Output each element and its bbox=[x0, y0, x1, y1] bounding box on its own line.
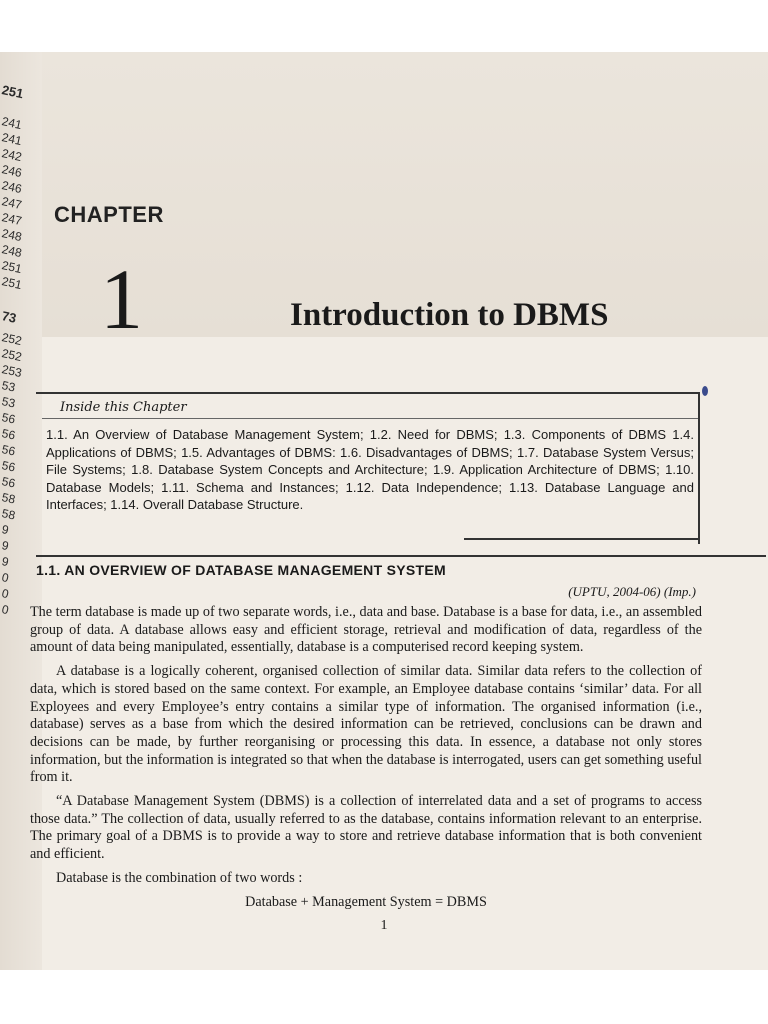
spine-number: 252 bbox=[0, 346, 24, 365]
divider bbox=[464, 538, 698, 540]
spine-number: 0 bbox=[0, 602, 10, 618]
divider bbox=[36, 555, 766, 557]
spine-number: 247 bbox=[0, 194, 24, 213]
inside-chapter-heading: Inside this Chapter bbox=[60, 400, 187, 415]
body-paragraph: A database is a logically coherent, organised collection of similar data. Similar data refers to the collection of data, which is stored based on the same context. For example, an Employee database contains ‘similar’ data. For all Exployees and every Employee’s entry contains a similar type of information. The organised information (i.e., database) serves as a base from which the desired information can be retrieved, conclusions can be drawn and decisions can be made, by further reorganising or processing this data. In essence, a database not only stores information, but the information is integrated so that when the database is interrogated, users can get something useful from it. bbox=[30, 663, 702, 786]
spine-number: 56 bbox=[0, 426, 17, 443]
section-body bbox=[30, 604, 702, 911]
chapter-number: 1 bbox=[100, 251, 143, 347]
spine-number: 242 bbox=[0, 146, 24, 165]
spine-number: 56 bbox=[0, 442, 17, 459]
spine-number: 246 bbox=[0, 178, 24, 197]
spine-number: 58 bbox=[0, 506, 17, 523]
spine-number: 253 bbox=[0, 362, 24, 381]
ink-mark bbox=[702, 386, 708, 396]
spine-number: 241 bbox=[0, 130, 24, 149]
spine-number: 248 bbox=[0, 226, 24, 245]
body-paragraph: The term database is made up of two separate words, i.e., data and base. Database is a base for data, i.e., an assembled group of data. A database allows easy and efficient storage, retrieval and modification of data, regardless of the amount of data being manipulated, essentially, database is a computerised record keeping system. bbox=[30, 604, 702, 656]
spine-number: 73 bbox=[0, 308, 18, 326]
body-paragraph: Database is the combination of two words : bbox=[56, 869, 303, 886]
spine-number: 9 bbox=[0, 554, 10, 570]
spine-number: 252 bbox=[0, 330, 24, 349]
spine-number: 241 bbox=[0, 114, 24, 133]
spine-number: 56 bbox=[0, 474, 17, 491]
spine-number: 0 bbox=[0, 586, 10, 602]
spine-number: 58 bbox=[0, 490, 17, 507]
spine-number: 56 bbox=[0, 458, 17, 475]
formula: Database + Management System = DBMS bbox=[245, 893, 487, 910]
section-heading: 1.1. AN OVERVIEW OF DATABASE MANAGEMENT SYSTEM bbox=[36, 562, 446, 578]
chapter-label: CHAPTER bbox=[54, 202, 164, 227]
spine-number: 246 bbox=[0, 162, 24, 181]
spine-number: 53 bbox=[0, 378, 17, 395]
spine-number: 56 bbox=[0, 410, 17, 427]
spine-number: 251 bbox=[0, 258, 24, 277]
spine-number: 251 bbox=[0, 82, 25, 102]
chapter-banner bbox=[42, 52, 768, 337]
spine-number: 53 bbox=[0, 394, 17, 411]
exam-reference: (UPTU, 2004-06) (Imp.) bbox=[568, 584, 696, 599]
divider bbox=[42, 418, 698, 419]
spine-number: 0 bbox=[0, 570, 10, 586]
spine-number: 247 bbox=[0, 210, 24, 229]
spine-number: 251 bbox=[0, 274, 24, 293]
chapter-title: Introduction to DBMS bbox=[290, 297, 609, 333]
page-number: 1 bbox=[380, 918, 388, 933]
spine-number: 9 bbox=[0, 522, 10, 538]
spine-number: 248 bbox=[0, 242, 24, 261]
body-paragraph: “A Database Management System (DBMS) is a collection of interrelated data and a set of programs to access those data.” The collection of data, usually referred to as the database, contains information relevant to an enterprise. The primary goal of a DBMS is to provide a way to store and retrieve database information that is both convenient and efficient. bbox=[30, 793, 702, 863]
inside-chapter-contents: 1.1. An Overview of Database Management System; 1.2. Need for DBMS; 1.3. Components of DBMS 1.4. Applications of DBMS; 1.5. Advantages of DBMS: 1.6. Disadvantages of DBMS; 1.7. Database System Versus; File Systems; 1.8. Database System Concepts and Architecture; 1.9. Application Architecture of DBMS; 1.10. Database Models; 1.11. Schema and Instances; 1.12. Data Independence; 1.13. Database Language and Interfaces; 1.14. Overall Database Structure. bbox=[46, 427, 694, 512]
spine-number: 9 bbox=[0, 538, 10, 554]
